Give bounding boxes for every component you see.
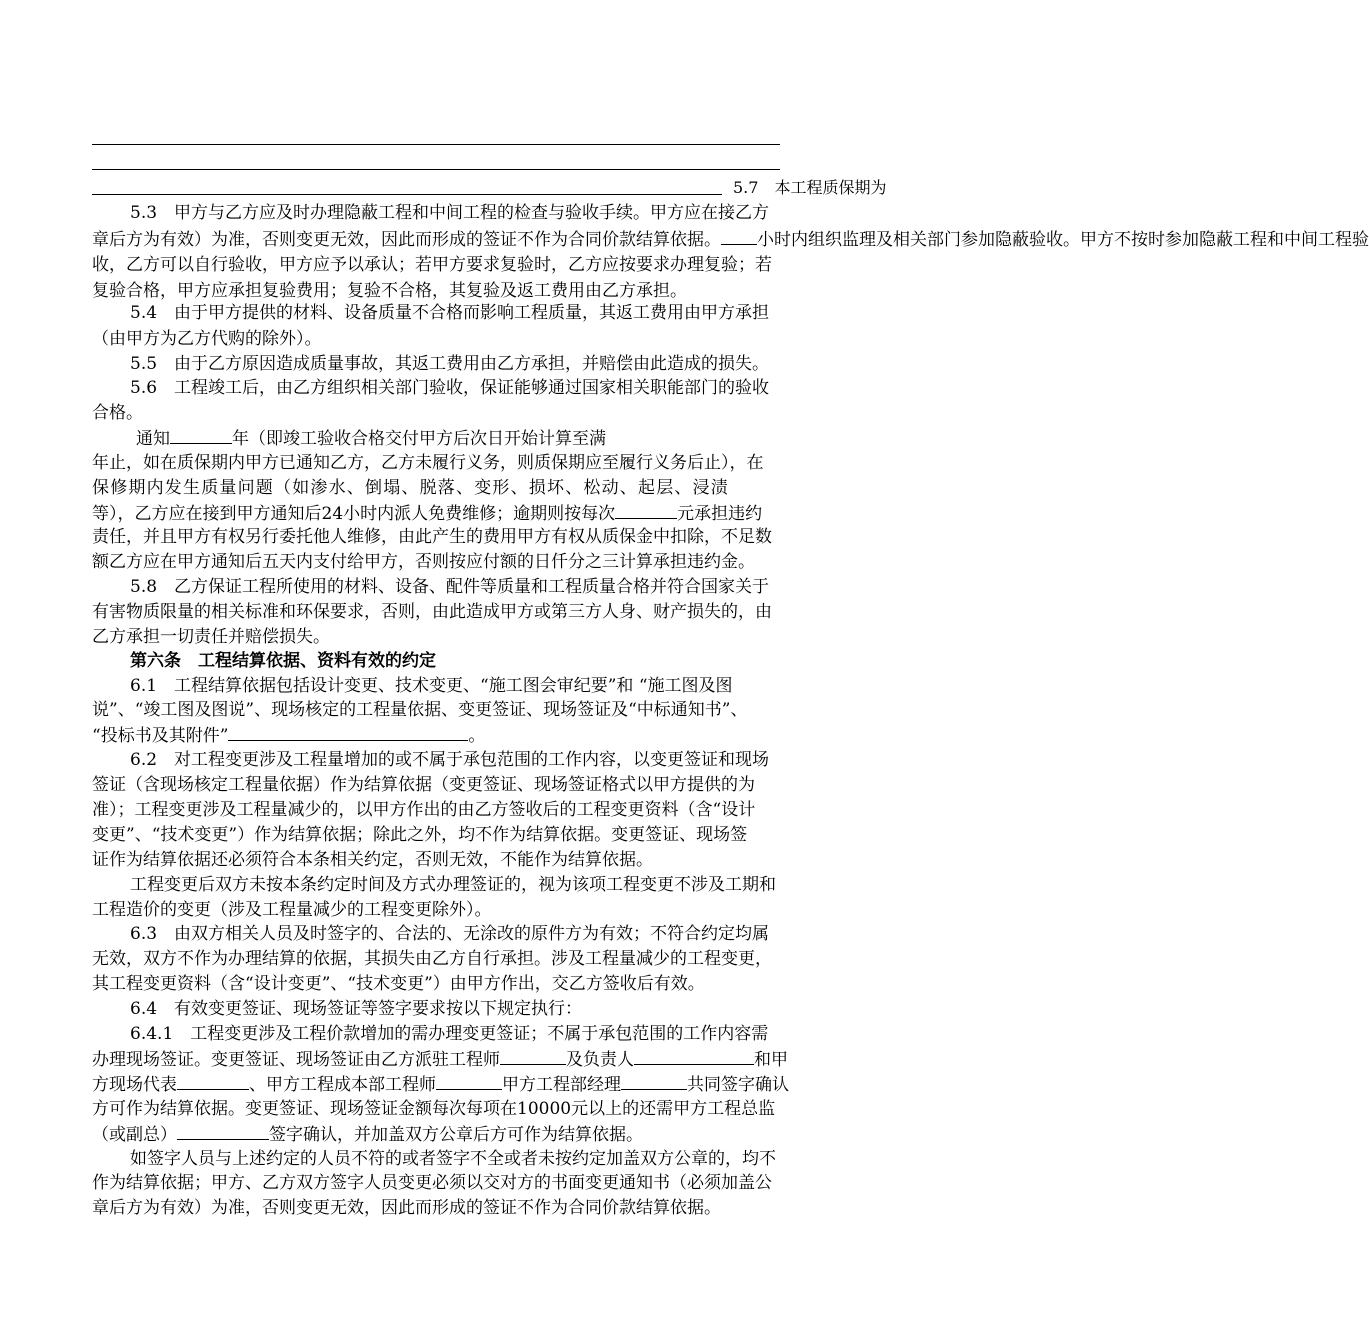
para-6-4-1-line-3 <box>92 1071 872 1097</box>
para-6-2-line-1 <box>92 747 872 773</box>
para-6-4-1-line-1 <box>92 1021 872 1047</box>
engineer-name-blank[interactable] <box>500 1046 566 1065</box>
para-5-7-line-5 <box>92 524 872 550</box>
para-5-7-text-5: 责任，并且甲方有权另行委托他人维修，由此产生的费用甲方有权从质保金中扣除，不足数 <box>92 527 772 547</box>
para-5-3-line-1 <box>92 200 872 226</box>
para-5-7-line-1 <box>92 425 872 451</box>
para-6-2b-text-1: 工程变更后双方未按本条约定时间及方式办理签证的，视为该项工程变更不涉及工期和 <box>130 875 776 895</box>
para-6-4-1-text-2b: 及负责人 <box>566 1050 634 1070</box>
para-6-2-text-4: 变更”、“技术变更”）作为结算依据；除此之外，均不作为结算依据。变更签证、现场签 <box>92 825 748 845</box>
para-5-6-text-1: 5.6 工程竣工后，由乙方组织相关部门验收，保证能够通过国家相关职能部门的验收 <box>130 378 770 398</box>
para-6-2-text-3: 准）；工程变更涉及工程量减少的，以甲方作出的由乙方签收后的工程变更资料（含“设计 <box>92 800 756 820</box>
para-6-4-1-text-3b: 、甲方工程成本部工程师 <box>249 1075 436 1095</box>
para-6-3-line-3 <box>92 971 872 997</box>
para-6-4-line-1 <box>92 996 872 1022</box>
para-5-8-text-3: 乙方承担一切责任并赔偿损失。 <box>92 627 330 647</box>
para-6-1-text-1: 6.1 工程结算依据包括设计变更、技术变更、“施工图会审纪要”和 “施工图及图 <box>130 676 733 696</box>
para-5-7-text-6: 额乙方应在甲方通知后五天内支付给甲方，否则按应付额的日仟分之三计算承担违约金。 <box>92 552 755 572</box>
para-6-1-line-3 <box>92 722 872 748</box>
warranty-years-blank[interactable] <box>170 425 232 444</box>
para-6-4-1-text-3a: 方现场代表 <box>92 1075 177 1095</box>
para-final-text-3: 章后方为有效）为准，否则变更无效，因此而形成的签证不作为合同价款结算依据。 <box>92 1198 721 1218</box>
para-5-8-text-1: 5.8 乙方保证工程所使用的材料、设备、配件等质量和工程质量合格并符合国家关于 <box>130 577 770 597</box>
para-5-3-text-1: 5.3 甲方与乙方应及时办理隐蔽工程和中间工程的检查与验收手续。甲方应在接乙方 <box>130 203 770 223</box>
para-5-7-line-4 <box>92 500 872 526</box>
para-5-4-text-2: （由甲方为乙方代购的除外）。 <box>92 329 322 349</box>
para-5-8-line-3 <box>92 624 872 650</box>
para-5-7-line-2 <box>92 450 872 476</box>
article-6-heading-text: 第六条 工程结算依据、资料有效的约定 <box>130 651 436 671</box>
para-6-1-period: 。 <box>468 726 486 746</box>
para-5-8-line-2 <box>92 599 872 625</box>
para-6-3-line-2 <box>92 946 872 972</box>
para-6-4-1-text-5b: 签字确认，并加盖双方公章后方可作为结算依据。 <box>269 1125 643 1145</box>
para-5-3-text-2b: 小时内组织监理及相关部门参加隐蔽验收。甲方不按时参加隐蔽工程和中间工程验 <box>757 230 1369 250</box>
para-5-6-text-2: 合格。 <box>92 403 143 423</box>
para-6-2-line-5 <box>92 847 872 873</box>
para-5-4-line-1 <box>92 300 872 326</box>
para-6-4-1-line-4 <box>92 1096 872 1122</box>
engineering-manager-blank[interactable] <box>621 1071 687 1090</box>
para-6-4-1-text-1: 6.4.1 工程变更涉及工程价款增加的需办理变更签证；不属于承包范围的工作内容需 <box>130 1024 769 1044</box>
person-in-charge-blank[interactable] <box>634 1046 754 1065</box>
para-5-3-line-3 <box>92 252 872 278</box>
para-6-2-text-1: 6.2 对工程变更涉及工程量增加的或不属于承包范围的工作内容，以变更签证和现场 <box>130 750 770 770</box>
para-6-2b-line-2 <box>92 897 872 923</box>
para-6-4-1-text-4: 方可作为结算依据。变更签证、现场签证金额每次每项在10000元以上的还需甲方工程总监 <box>92 1099 776 1119</box>
article-6-heading <box>92 648 872 674</box>
para-6-2-text-5: 证作为结算依据还必须符合本条相关约定，否则无效，不能作为结算依据。 <box>92 850 653 870</box>
para-6-3-text-2: 无效，双方不作为办理结算的依据，其损失由乙方自行承担。涉及工程量减少的工程变更， <box>92 949 772 969</box>
para-6-2-line-2 <box>92 772 872 798</box>
para-5-4-text-1: 5.4 由于甲方提供的材料、设备质量不合格而影响工程质量，其返工费用由甲方承担 <box>130 303 770 323</box>
para-6-4-1-text-5a: （或副总） <box>92 1125 177 1145</box>
para-6-3-line-1 <box>92 921 872 947</box>
para-5-7-text-1b: 年（即竣工验收合格交付甲方后次日开始计算至满 <box>232 429 606 449</box>
hours-blank[interactable] <box>721 226 757 245</box>
para-5-3-line-2 <box>92 226 1369 252</box>
para-5-5-text-1: 5.5 由于乙方原因造成质量事故，其返工费用由乙方承担，并赔偿由此造成的损失。 <box>130 354 770 374</box>
fill-in-period: 5.7 本工程质保期为 <box>733 178 887 197</box>
para-5-4-line-2 <box>92 326 872 352</box>
para-final-line-3 <box>92 1195 872 1221</box>
para-5-7-text-3: 保修期内发生质量问题（如渗水、倒塌、脱落、变形、损坏、松动、起层、浸渍 <box>92 478 729 498</box>
para-5-7-text-1a: 通知 <box>136 429 170 449</box>
para-6-1-line-2 <box>92 697 872 723</box>
cost-engineer-blank[interactable] <box>436 1071 502 1090</box>
para-5-6-line-2 <box>92 400 872 426</box>
para-6-4-1-text-2a: 办理现场签证。变更签证、现场签证由乙方派驻工程师 <box>92 1050 500 1070</box>
para-6-3-text-3: 其工程变更资料（含“设计变更”、“技术变更”）由甲方作出，交乙方签收后有效。 <box>92 974 705 994</box>
para-6-2b-line-1 <box>92 872 872 898</box>
para-5-7-line-6 <box>92 549 872 575</box>
para-final-text-1: 如签字人员与上述约定的人员不符的或者签字不全或者未按约定加盖双方公章的，均不 <box>130 1149 776 1169</box>
para-6-4-1-text-3d: 共同签字确认 <box>687 1075 789 1095</box>
para-5-3-text-4: 复验合格，甲方应承担复验费用；复验不合格，其复验及返工费用由乙方承担。 <box>92 281 687 301</box>
para-5-7-text-2: 年止，如在质保期内甲方已通知乙方，乙方未履行义务，则质保期应至履行义务后止），在 <box>92 453 764 473</box>
para-5-8-text-2: 有害物质限量的相关标准和环保要求，否则，由此造成甲方或第三方人身、财产损失的，由 <box>92 602 772 622</box>
fill-in-line-3 <box>92 194 722 195</box>
para-6-1-text-2: 说”、“竣工图及图说”、现场核定的工程量依据、变更签证、现场签证及“中标通知书”、 <box>92 700 748 720</box>
para-6-4-1-line-5 <box>92 1121 872 1147</box>
para-6-4-text-1: 6.4 有效变更签证、现场签证等签字要求按以下规定执行： <box>130 999 583 1019</box>
para-5-7-text-4b: 元承担违约 <box>677 504 763 524</box>
chief-inspector-blank[interactable] <box>177 1121 269 1140</box>
para-6-3-text-1: 6.3 由双方相关人员及时签字的、合法的、无涂改的原件方为有效；不符合约定均属 <box>130 924 770 944</box>
para-5-5-line-1 <box>92 351 872 377</box>
para-6-4-1-text-2c: 和甲 <box>754 1050 788 1070</box>
para-5-7-text-4a: 等），乙方应在接到甲方通知后24小时内派人免费维修；逾期则按每次 <box>92 504 616 524</box>
para-6-2-line-4 <box>92 822 872 848</box>
para-6-2-line-3 <box>92 797 872 823</box>
para-6-1-line-1 <box>92 673 872 699</box>
bid-documents-blank[interactable] <box>228 722 468 741</box>
penalty-amount-blank[interactable] <box>615 500 677 519</box>
para-6-2b-text-2: 工程造价的变更（涉及工程量减少的工程变更除外）。 <box>92 900 492 920</box>
para-6-4-1-line-2 <box>92 1046 872 1072</box>
para-final-text-2: 作为结算依据；甲方、乙方双方签字人员变更必须以交对方的书面变更通知书（必须加盖公 <box>92 1173 772 1193</box>
para-5-8-line-1 <box>92 574 872 600</box>
para-6-2-text-2: 签证（含现场核定工程量依据）作为结算依据（变更签证、现场签证格式以甲方提供的为 <box>92 775 755 795</box>
para-6-4-1-text-3c: 甲方工程部经理 <box>502 1075 621 1095</box>
fill-in-line-1 <box>92 144 780 145</box>
para-6-1-text-3: “投标书及其附件” <box>92 726 229 746</box>
para-final-line-2 <box>92 1170 872 1196</box>
para-final-line-1 <box>92 1146 872 1172</box>
site-representative-blank[interactable] <box>177 1071 249 1090</box>
para-5-3-text-2a: 章后方为有效）为准，否则变更无效，因此而形成的签证不作为合同价款结算依据。 <box>92 230 721 250</box>
para-5-6-line-1 <box>92 375 872 401</box>
para-5-7-line-3 <box>92 475 872 501</box>
para-5-3-text-3: 收，乙方可以自行验收，甲方应予以承认；若甲方要求复验时，乙方应按要求办理复验；若 <box>92 255 772 275</box>
fill-in-line-2 <box>92 169 780 170</box>
